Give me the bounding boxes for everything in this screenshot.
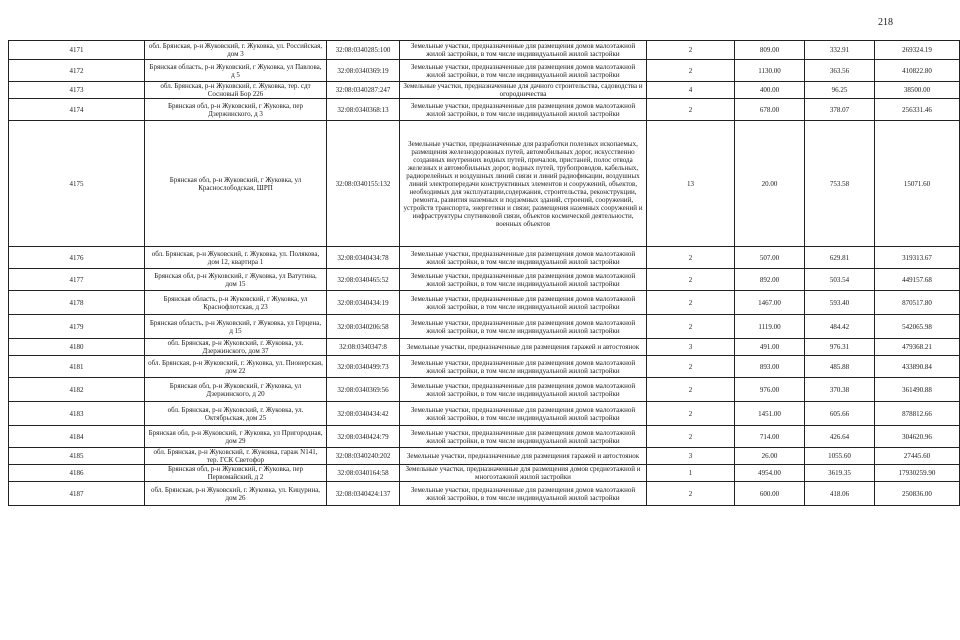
cell-cadastral-value: 410822.80 <box>875 60 960 82</box>
cell-area: 892.00 <box>735 269 805 291</box>
cell-area: 809.00 <box>735 41 805 60</box>
cell-land-use: Земельные участки, предназначенные для размещения домов малоэтажной жилой застройки, в том числе индивидуальной жилой застройки <box>400 60 647 82</box>
cell-cadastral-value: 17930259.90 <box>875 465 960 482</box>
cell-group: 2 <box>647 356 735 378</box>
cell-land-use: Земельные участки, предназначенные для размещения домов малоэтажной жилой застройки, в том числе индивидуальной жилой застройки <box>400 378 647 402</box>
cell-number: 4174 <box>9 99 145 121</box>
cell-number: 4173 <box>9 82 145 99</box>
cell-cadastral-number: 32:08:0340206:58 <box>327 315 400 339</box>
cell-area: 1451.00 <box>735 402 805 426</box>
cell-cadastral-value: 269324.19 <box>875 41 960 60</box>
cell-specific-value: 1055.60 <box>805 448 875 465</box>
cell-cadastral-value: 433890.84 <box>875 356 960 378</box>
cell-specific-value: 370.38 <box>805 378 875 402</box>
cadastral-value-table <box>8 40 960 506</box>
cell-area: 1119.00 <box>735 315 805 339</box>
table-row <box>9 121 960 247</box>
cell-group: 2 <box>647 291 735 315</box>
cell-area: 714.00 <box>735 426 805 448</box>
cell-address: обл. Брянская, р-н Жуковский, г. Жуковка, ул. Кицурина, дом 26 <box>145 482 327 506</box>
cell-group: 2 <box>647 269 735 291</box>
cell-cadastral-value: 38500.00 <box>875 82 960 99</box>
cell-address: Брянская обл, р-н Жуковский, г Жуковка, ул Краснослободская, ШРП <box>145 121 327 247</box>
cell-specific-value: 96.25 <box>805 82 875 99</box>
cell-number: 4184 <box>9 426 145 448</box>
cell-address: Брянская обл, р-н Жуковский, г Жуковка, ул Дзержинского, д 20 <box>145 378 327 402</box>
cell-cadastral-value: 361490.88 <box>875 378 960 402</box>
cell-address: Брянская область, р-н Жуковский, г Жуковка, ул Герцена, д 15 <box>145 315 327 339</box>
cell-group: 1 <box>647 465 735 482</box>
cell-group: 2 <box>647 426 735 448</box>
cell-land-use: Земельные участки, предназначенные для размещения домов малоэтажной жилой застройки, в том числе индивидуальной жилой застройки <box>400 356 647 378</box>
cell-land-use: Земельные участки, предназначенные для размещения домов среднеэтажной и многоэтажной жилой застройки <box>400 465 647 482</box>
cell-group: 2 <box>647 378 735 402</box>
table-row <box>9 269 960 291</box>
table-row <box>9 315 960 339</box>
cell-cadastral-number: 32:08:0340240:202 <box>327 448 400 465</box>
cell-cadastral-number: 32:08:0340155:132 <box>327 121 400 247</box>
cell-area: 507.00 <box>735 247 805 269</box>
cell-cadastral-number: 32:08:0340424:79 <box>327 426 400 448</box>
cell-land-use: Земельные участки, предназначенные для размещения домов малоэтажной жилой застройки, в том числе индивидуальной жилой застройки <box>400 482 647 506</box>
cell-area: 1467.00 <box>735 291 805 315</box>
cell-cadastral-number: 32:08:0340499:73 <box>327 356 400 378</box>
page-number: 218 <box>878 17 893 28</box>
cell-specific-value: 426.64 <box>805 426 875 448</box>
cell-number: 4183 <box>9 402 145 426</box>
cell-cadastral-value: 449157.68 <box>875 269 960 291</box>
cell-area: 26.00 <box>735 448 805 465</box>
cell-cadastral-number: 32:08:0340285:100 <box>327 41 400 60</box>
table-body <box>9 41 960 506</box>
cell-number: 4175 <box>9 121 145 247</box>
cell-number: 4182 <box>9 378 145 402</box>
cell-group: 2 <box>647 41 735 60</box>
cell-group: 2 <box>647 315 735 339</box>
cell-cadastral-value: 250836.00 <box>875 482 960 506</box>
cell-specific-value: 753.58 <box>805 121 875 247</box>
cell-address: обл. Брянская, р-н Жуковский, г. Жуковка, ул. Российская, дом 3 <box>145 41 327 60</box>
cell-land-use: Земельные участки, предназначенные для размещения гаражей и автостоянок <box>400 448 647 465</box>
cell-area: 678.00 <box>735 99 805 121</box>
table-row <box>9 41 960 60</box>
cell-address: обл. Брянская, р-н Жуковский, г. Жуковка, ул. Дзержинского, дом 37 <box>145 339 327 356</box>
cell-address: Брянская обл, р-н Жуковский, г Жуковка, пер Дзержинского, д 3 <box>145 99 327 121</box>
table-row <box>9 99 960 121</box>
cell-area: 893.00 <box>735 356 805 378</box>
cell-cadastral-value: 878812.66 <box>875 402 960 426</box>
cell-group: 2 <box>647 60 735 82</box>
table-row <box>9 448 960 465</box>
cell-number: 4187 <box>9 482 145 506</box>
cell-land-use: Земельные участки, предназначенные для размещения домов малоэтажной жилой застройки, в том числе индивидуальной жилой застройки <box>400 269 647 291</box>
cell-specific-value: 332.91 <box>805 41 875 60</box>
cell-cadastral-number: 32:08:0340347:8 <box>327 339 400 356</box>
cell-land-use: Земельные участки, предназначенные для дачного строительства, садоводства и огородничества <box>400 82 647 99</box>
table-row <box>9 60 960 82</box>
cell-number: 4185 <box>9 448 145 465</box>
cell-group: 4 <box>647 82 735 99</box>
cell-address: обл. Брянская, р-н Жуковский, г. Жуковка, тер. сдт Сосновый Бор 226 <box>145 82 327 99</box>
cell-cadastral-number: 32:08:0340287:247 <box>327 82 400 99</box>
cell-number: 4181 <box>9 356 145 378</box>
cell-group: 2 <box>647 482 735 506</box>
table-row <box>9 82 960 99</box>
cell-cadastral-number: 32:08:0340369:56 <box>327 378 400 402</box>
cell-cadastral-value: 15071.60 <box>875 121 960 247</box>
cell-number: 4177 <box>9 269 145 291</box>
cell-area: 491.00 <box>735 339 805 356</box>
cell-cadastral-value: 256331.46 <box>875 99 960 121</box>
cell-address: Брянская область, р-н Жуковский, г Жуковка, ул Краснофлотская, д 23 <box>145 291 327 315</box>
cell-specific-value: 418.06 <box>805 482 875 506</box>
cell-cadastral-number: 32:08:0340465:52 <box>327 269 400 291</box>
cell-cadastral-number: 32:08:0340368:13 <box>327 99 400 121</box>
cell-area: 4954.00 <box>735 465 805 482</box>
cell-specific-value: 484.42 <box>805 315 875 339</box>
cell-land-use: Земельные участки, предназначенные для размещения домов малоэтажной жилой застройки, в том числе индивидуальной жилой застройки <box>400 426 647 448</box>
cell-cadastral-value: 304620.96 <box>875 426 960 448</box>
cell-area: 400.00 <box>735 82 805 99</box>
cell-specific-value: 3619.35 <box>805 465 875 482</box>
cell-land-use: Земельные участки, предназначенные для размещения гаражей и автостоянок <box>400 339 647 356</box>
cell-specific-value: 503.54 <box>805 269 875 291</box>
cell-group: 3 <box>647 448 735 465</box>
table-row <box>9 482 960 506</box>
cell-area: 976.00 <box>735 378 805 402</box>
cell-number: 4180 <box>9 339 145 356</box>
cell-cadastral-number: 32:08:0340424:137 <box>327 482 400 506</box>
cell-land-use: Земельные участки, предназначенные для размещения домов малоэтажной жилой застройки, в том числе индивидуальной жилой застройки <box>400 315 647 339</box>
table-row <box>9 378 960 402</box>
cell-land-use: Земельные участки, предназначенные для разработки полезных ископаемых, размещения железнодорожных путей, автомобильных дорог, искусственно созданных внутренних водных путей, причалов, пристаней, полос отвода железных и автомобильных дорог, водных путей, трубопроводов, кабельных, радиорелейных и воздушных линий связи и линий радиофикации, воздушных линий электропередачи конструктивных элементов и сооружений, объектов, необходимых для эксплуатации,содержания, строительства, реконструкции, ремонта, развития наземных и подземных зданий, строений, сооружений, устройств транспорта, энергетики и связи; размещения наземных сооружений и инфраструктуры спутниковой связи, объектов космической деятельности, военных объектов <box>400 121 647 247</box>
cell-address: Брянская обл, р-н Жуковский, г Жуковка, ул Пригородная, дом 29 <box>145 426 327 448</box>
cell-land-use: Земельные участки, предназначенные для размещения домов малоэтажной жилой застройки, в том числе индивидуальной жилой застройки <box>400 402 647 426</box>
cell-specific-value: 976.31 <box>805 339 875 356</box>
table-row <box>9 339 960 356</box>
cell-number: 4176 <box>9 247 145 269</box>
cell-land-use: Земельные участки, предназначенные для размещения домов малоэтажной жилой застройки, в том числе индивидуальной жилой застройки <box>400 247 647 269</box>
cell-cadastral-number: 32:08:0340434:78 <box>327 247 400 269</box>
table-row <box>9 356 960 378</box>
cell-address: обл. Брянская, р-н Жуковский, г. Жуковка, ул. Октябрьская, дом 25 <box>145 402 327 426</box>
cell-address: Брянская область, р-н Жуковский, г Жуковка, ул Павлова, д 5 <box>145 60 327 82</box>
cell-cadastral-number: 32:08:0340369:19 <box>327 60 400 82</box>
cell-specific-value: 378.07 <box>805 99 875 121</box>
cell-cadastral-number: 32:08:0340434:19 <box>327 291 400 315</box>
cell-area: 20.00 <box>735 121 805 247</box>
cell-address: обл. Брянская, р-н Жуковский, г. Жуковка, гараж N141, тер. ГСК Светофор <box>145 448 327 465</box>
cell-specific-value: 363.56 <box>805 60 875 82</box>
cell-address: обл. Брянская, р-н Жуковский, г. Жуковка, ул. Пионерская, дом 22 <box>145 356 327 378</box>
table-row <box>9 465 960 482</box>
cell-group: 2 <box>647 402 735 426</box>
table-row <box>9 402 960 426</box>
cell-group: 2 <box>647 247 735 269</box>
cell-cadastral-value: 542065.98 <box>875 315 960 339</box>
cell-land-use: Земельные участки, предназначенные для размещения домов малоэтажной жилой застройки, в том числе индивидуальной жилой застройки <box>400 291 647 315</box>
cell-number: 4171 <box>9 41 145 60</box>
cell-cadastral-number: 32:08:0340434:42 <box>327 402 400 426</box>
cell-cadastral-number: 32:08:0340164:58 <box>327 465 400 482</box>
table-row <box>9 291 960 315</box>
cell-number: 4186 <box>9 465 145 482</box>
cell-land-use: Земельные участки, предназначенные для размещения домов малоэтажной жилой застройки, в том числе индивидуальной жилой застройки <box>400 41 647 60</box>
cell-area: 600.00 <box>735 482 805 506</box>
cell-specific-value: 485.88 <box>805 356 875 378</box>
cell-number: 4172 <box>9 60 145 82</box>
cell-cadastral-value: 870517.80 <box>875 291 960 315</box>
table-row <box>9 247 960 269</box>
cell-number: 4179 <box>9 315 145 339</box>
cell-group: 13 <box>647 121 735 247</box>
cell-specific-value: 629.81 <box>805 247 875 269</box>
cell-specific-value: 605.66 <box>805 402 875 426</box>
cell-group: 3 <box>647 339 735 356</box>
cell-address: обл. Брянская, р-н Жуковский, г. Жуковка, ул. Полякова, дом 12, квартира 1 <box>145 247 327 269</box>
cell-group: 2 <box>647 99 735 121</box>
cell-cadastral-value: 27445.60 <box>875 448 960 465</box>
table-row <box>9 426 960 448</box>
cell-cadastral-value: 479368.21 <box>875 339 960 356</box>
cell-area: 1130.00 <box>735 60 805 82</box>
cell-land-use: Земельные участки, предназначенные для размещения домов малоэтажной жилой застройки, в том числе индивидуальной жилой застройки <box>400 99 647 121</box>
cell-address: Брянская обл, р-н Жуковский, г Жуковка, пер Первомайский, д 2 <box>145 465 327 482</box>
cell-cadastral-value: 319313.67 <box>875 247 960 269</box>
cell-specific-value: 593.40 <box>805 291 875 315</box>
cell-address: Брянская обл, р-н Жуковский, г Жуковка, ул Ватутина, дом 15 <box>145 269 327 291</box>
cell-number: 4178 <box>9 291 145 315</box>
